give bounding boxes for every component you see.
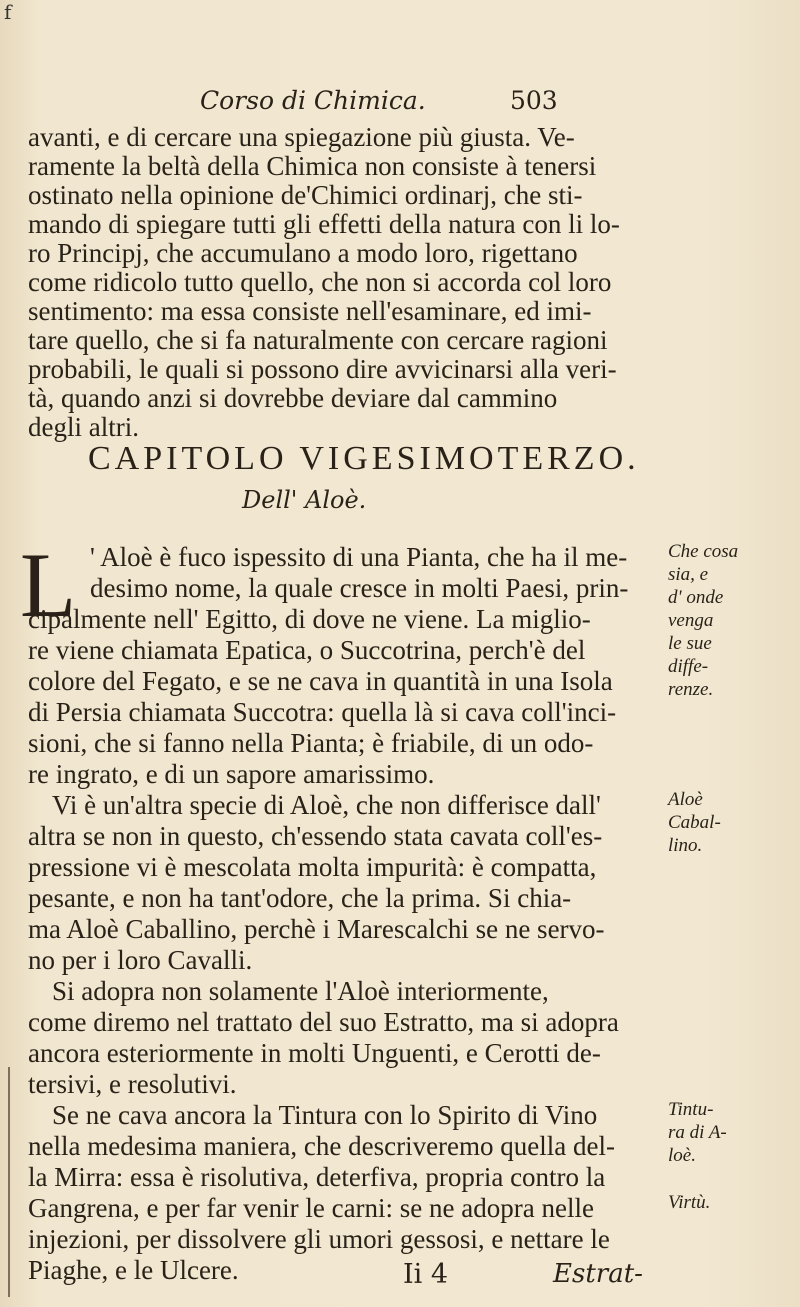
text-line: probabili, le quali si possono dire avvicinarsi alla veri- [28,354,617,384]
catchword: Estrat- [553,1259,643,1289]
chapter-title: CAPITOLO VIGESIMOTERZO. [88,440,640,477]
running-head: Corso di Chimica. [200,86,426,115]
text-line: pesante, e non ha tant'odore, che la prima. Si chia- [28,883,572,913]
margin-note-line: ra di A- [668,1122,727,1143]
text-line: cipalmente nell' Egitto, di dove ne viene. La miglio- [28,604,591,634]
text-line: Se ne cava ancora la Tintura con lo Spirito di Vino [52,1100,598,1130]
text-line: ma Aloè Caballino, perchè i Marescalchi se ne servo- [28,914,605,944]
text-line: tare quello, che si fa naturalmente con cercare ragioni [28,325,608,355]
binding-rule [8,1067,10,1297]
margin-note-line: venga [668,610,714,631]
margin-note-line: diffe- [668,656,709,677]
signature-mark: Ii 4 [403,1259,449,1290]
margin-note-line: Tintu- [668,1099,714,1120]
margin-note-line: le sue [668,633,712,654]
margin-note [668,540,796,701]
text-line: re ingrato, e di un sapore amarissimo. [28,759,435,789]
text-line: altra se non in questo, ch'essendo stata cavata coll'es- [28,821,603,851]
text-line: ' Aloè è fuco ispessito di una Pianta, che ha il me- [90,542,628,572]
margin-note [668,1098,796,1167]
text-line: ramente la beltà della Chimica non consiste à tenersi [28,151,597,181]
text-line: sentimento: ma essa consiste nell'esaminare, ed imi- [28,296,592,326]
text-line: Piaghe, e le Ulcere. [28,1255,239,1285]
margin-note-line: Che cosa [668,541,739,562]
text-line: injezioni, per dissolvere gli umori gessosi, e nettare le [28,1224,610,1254]
drop-cap: L [20,534,77,636]
corner-mark: f [4,0,12,24]
text-line: ro Principj, che accumulano a modo loro, rigettano [28,238,578,268]
page-number: 503 [510,86,558,115]
text-line: sioni, che si fanno nella Pianta; è friabile, di un odo- [28,728,594,758]
text-line: la Mirra: essa è risolutiva, deterfiva, propria contro la [28,1162,606,1192]
text-line: nella medesima maniera, che descriveremo quella del- [28,1131,615,1161]
text-line: ancora esteriormente in molti Unguenti, e Cerotti de- [28,1038,601,1068]
text-line: desimo nome, la quale cresce in molti Paesi, prin- [90,573,629,603]
text-line: pressione vi è mescolata molta impurità: è compatta, [28,852,597,882]
text-line: mando di spiegare tutti gli effetti della natura con li lo- [28,209,620,239]
margin-note-line: Virtù. [668,1192,711,1213]
text-line: colore del Fegato, e se ne cava in quantità in una Isola [28,666,613,696]
margin-note-line: renze. [668,679,714,700]
chapter-subtitle: Dell' Aloè. [242,486,367,514]
text-line: Vi è un'altra specie di Aloè, che non differisce dall' [52,790,601,820]
text-line: tà, quando anzi si dovrebbe deviare dal cammino [28,383,558,413]
text-line: re viene chiamata Epatica, o Succotrina, perch'è del [28,635,586,665]
margin-note-line: loè. [668,1145,696,1166]
text-line: avanti, e di cercare una spiegazione più giusta. Ve- [28,122,575,152]
text-line: Si adopra non solamente l'Aloè interiormente, [52,976,549,1006]
margin-note [668,1191,796,1214]
text-line: degli altri. [28,412,139,442]
text-line: Gangrena, e per far venir le carni: se ne adopra nelle [28,1193,594,1223]
margin-note-line: Aloè [668,789,703,810]
text-line: no per i loro Cavalli. [28,945,253,975]
text-line: ostinato nella opinione de'Chimici ordinarj, che sti- [28,180,583,210]
margin-note-line: lino. [668,835,703,856]
text-line: di Persia chiamata Succotra: quella là si cava coll'inci- [28,697,617,727]
margin-note [668,788,796,857]
margin-note-line: d' onde [668,587,724,608]
text-line: come diremo nel trattato del suo Estratto, ma si adopra [28,1007,619,1037]
text-line: come ridicolo tutto quello, che non si accorda col loro [28,267,612,297]
margin-note-line: Cabal- [668,812,721,833]
text-line: tersivi, e resolutivi. [28,1069,237,1099]
margin-note-line: sia, e [668,564,709,585]
